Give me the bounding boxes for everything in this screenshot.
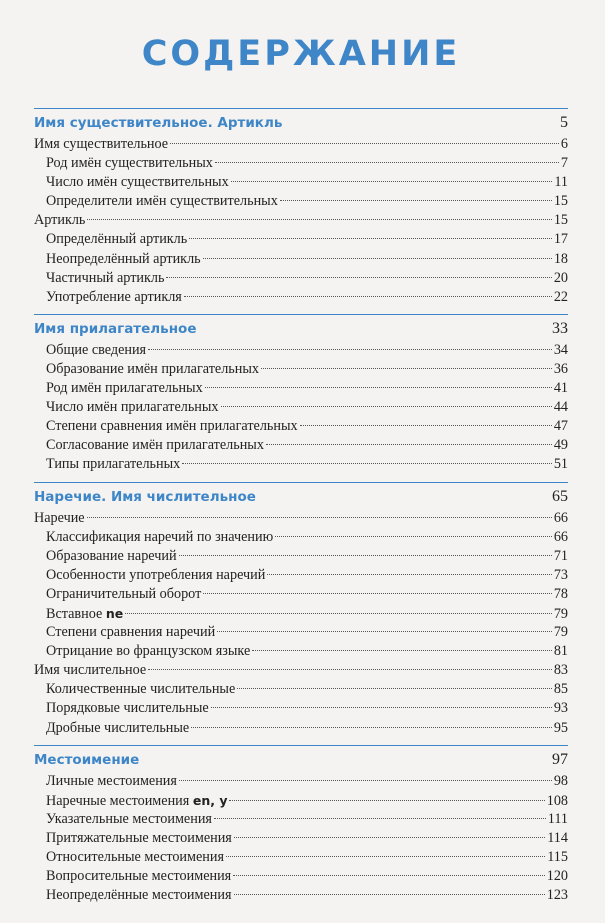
entry-page-number: 7 <box>560 155 568 172</box>
section-page-number: 65 <box>552 487 568 505</box>
toc-entry[interactable] <box>34 269 568 288</box>
entry-text: Число имён прилагательных <box>46 399 219 416</box>
entry-text: Артикль <box>34 212 86 229</box>
dot-leader <box>266 444 552 445</box>
entry-label <box>46 173 229 192</box>
section-heading[interactable] <box>34 748 568 772</box>
entry-text: Имя числительное <box>34 662 147 679</box>
entry-label <box>46 642 250 661</box>
toc-entry[interactable] <box>34 173 568 192</box>
entry-label <box>34 509 85 528</box>
dot-leader <box>148 669 552 670</box>
toc-entry[interactable] <box>34 455 568 474</box>
entry-text: Указательные местоимения <box>46 810 212 827</box>
dot-leader <box>233 875 545 876</box>
section-heading[interactable] <box>34 317 568 341</box>
entry-label <box>46 867 231 886</box>
toc-entry[interactable] <box>34 886 568 905</box>
entry-label <box>46 360 259 379</box>
entry-text: Вопросительные местоимения <box>46 868 232 885</box>
toc-entry[interactable] <box>34 528 568 547</box>
dot-leader <box>221 406 552 407</box>
entry-text: Неопределённый артикль <box>46 250 201 267</box>
entry-label <box>46 288 182 307</box>
toc-entry[interactable] <box>34 360 568 379</box>
dot-leader <box>179 780 552 781</box>
entry-page-number: 79 <box>553 605 568 622</box>
dot-leader <box>211 707 552 708</box>
toc-entry[interactable] <box>34 848 568 867</box>
entry-page-number: 11 <box>554 174 568 191</box>
entry-page-number: 115 <box>547 849 568 865</box>
entry-text: Притяжательные местоимения <box>46 829 232 846</box>
entry-page-number: 15 <box>553 193 568 210</box>
entry-text: Образование наречий <box>46 547 177 564</box>
entry-page-number: 18 <box>553 250 568 267</box>
entry-text: Отрицание во французском языке <box>46 643 251 660</box>
entry-text: Типы прилагательных <box>46 456 181 473</box>
entry-text: Ограничительный оборот <box>46 585 202 602</box>
entry-page-number: 120 <box>546 868 568 885</box>
entry-label <box>46 772 177 791</box>
entry-label <box>46 192 278 211</box>
entry-text: Личные местоимения <box>46 772 177 789</box>
toc-entry[interactable] <box>34 699 568 718</box>
section-page-number: 33 <box>552 319 568 337</box>
toc-entry[interactable] <box>34 211 568 230</box>
entry-page-number: 73 <box>553 566 568 583</box>
section-title: Имя прилагательное <box>34 320 197 337</box>
entry-page-number: 22 <box>553 288 568 305</box>
entry-label <box>46 341 146 360</box>
dot-leader <box>267 574 551 575</box>
section-title: Имя существительное. Артикль <box>34 115 283 131</box>
dot-leader <box>87 517 552 518</box>
table-of-contents <box>34 108 568 912</box>
toc-entry[interactable] <box>34 547 568 566</box>
entry-text: Степени сравнения наречий <box>46 624 216 641</box>
section-page-number: 5 <box>560 114 568 131</box>
dot-leader <box>203 258 552 259</box>
toc-entry[interactable] <box>34 250 568 269</box>
entry-keyword: en, y <box>192 792 228 808</box>
entry-page-number: 44 <box>553 399 568 416</box>
dot-leader <box>261 368 552 369</box>
page-title: СОДЕРЖАНИЕ <box>141 34 461 74</box>
entry-label <box>46 604 123 624</box>
entry-label <box>34 211 85 230</box>
entry-label <box>46 379 203 398</box>
entry-text: Вставное <box>46 605 106 622</box>
entry-text: Определённый артикль <box>46 231 188 248</box>
entry-label <box>46 547 177 566</box>
entry-label <box>46 810 212 829</box>
entry-page-number: 49 <box>553 437 568 454</box>
toc-entry[interactable] <box>34 810 568 829</box>
toc-entry[interactable] <box>34 772 568 791</box>
dot-leader <box>189 238 552 239</box>
dot-leader <box>166 277 551 278</box>
entry-keyword: ne <box>105 605 124 621</box>
entry-label <box>46 680 235 699</box>
entry-label <box>46 585 201 604</box>
entry-text: Особенности употребления наречий <box>46 566 266 583</box>
entry-text: Количественные числительные <box>46 681 236 698</box>
toc-entry[interactable] <box>34 154 568 173</box>
entry-label <box>46 230 187 249</box>
dot-leader <box>214 818 546 819</box>
entry-text: Классификация наречий по значению <box>46 528 274 545</box>
entry-label <box>46 886 232 905</box>
dot-leader <box>179 555 552 556</box>
toc-entry[interactable] <box>34 791 568 810</box>
dot-leader <box>280 200 552 201</box>
toc-entry[interactable] <box>34 642 568 661</box>
section-page-number: 97 <box>552 750 568 768</box>
toc-entry[interactable] <box>34 288 568 307</box>
entry-text: Порядковые числительные <box>46 700 209 717</box>
section-title: Местоимение <box>34 751 140 768</box>
entry-page-number: 111 <box>547 810 568 827</box>
entry-text: Род имён существительных <box>46 155 213 172</box>
entry-text: Частичный артикль <box>46 269 165 286</box>
entry-text: Неопределённые местоимения <box>46 887 232 904</box>
toc-entry[interactable] <box>34 566 568 585</box>
dot-leader <box>237 688 552 689</box>
entry-label <box>34 661 146 680</box>
entry-label <box>46 848 224 867</box>
entry-label <box>34 135 168 154</box>
entry-label <box>46 791 227 811</box>
dot-leader <box>205 387 552 388</box>
dot-leader <box>252 650 552 651</box>
section-title: Наречие. Имя числительное <box>34 488 256 505</box>
entry-label <box>46 829 232 848</box>
entry-page-number: 114 <box>547 829 568 846</box>
entry-text: Согласование имён прилагательных <box>46 437 264 454</box>
entry-page-number: 108 <box>546 792 568 809</box>
entry-label <box>46 719 189 738</box>
entry-text: Образование имён прилагательных <box>46 360 259 377</box>
toc-section <box>34 314 568 475</box>
toc-entry[interactable] <box>34 379 568 398</box>
entry-text: Относительные местоимения <box>46 849 225 865</box>
toc-entry[interactable] <box>34 341 568 360</box>
dot-leader <box>170 143 559 144</box>
toc-entry[interactable] <box>34 417 568 436</box>
toc-entry[interactable] <box>34 436 568 455</box>
toc-entry[interactable] <box>34 509 568 528</box>
entry-text: Род имён прилагательных <box>46 380 203 397</box>
entry-page-number: 15 <box>553 212 568 229</box>
dot-leader <box>217 631 552 632</box>
entry-label <box>46 528 273 547</box>
entry-page-number: 79 <box>553 624 568 641</box>
section-heading[interactable] <box>34 485 568 509</box>
entry-page-number: 17 <box>553 231 568 248</box>
entry-text: Число имён существительных <box>46 174 229 191</box>
dot-leader <box>182 463 552 464</box>
dot-leader <box>229 800 544 801</box>
toc-entry[interactable] <box>34 680 568 699</box>
entry-page-number: 20 <box>553 269 568 286</box>
entry-label <box>46 623 215 642</box>
entry-page-number: 71 <box>553 547 568 564</box>
entry-text: Наречные местоимения <box>46 792 193 809</box>
entry-label <box>46 269 164 288</box>
entry-text: Общие сведения <box>46 341 147 358</box>
dot-leader <box>87 219 551 220</box>
toc-entry[interactable] <box>34 135 568 154</box>
dot-leader <box>226 856 545 857</box>
toc-entry[interactable] <box>34 192 568 211</box>
toc-entry[interactable] <box>34 867 568 886</box>
toc-entry[interactable] <box>34 230 568 249</box>
entry-page-number: 41 <box>553 380 568 397</box>
dot-leader <box>275 536 552 537</box>
entry-label <box>46 154 213 173</box>
entry-text: Дробные числительные <box>46 719 190 736</box>
toc-entry[interactable] <box>34 398 568 417</box>
entry-text: Определители имён существительных <box>46 193 278 210</box>
entry-page-number: 123 <box>546 887 568 904</box>
entry-text: Употребление артикля <box>46 288 182 305</box>
dot-leader <box>215 162 559 163</box>
entry-label <box>46 417 298 436</box>
dot-leader <box>231 181 553 182</box>
dot-leader <box>148 349 552 350</box>
entry-label <box>46 699 209 718</box>
entry-page-number: 81 <box>553 643 568 660</box>
toc-section <box>34 108 568 307</box>
toc-entry[interactable] <box>34 623 568 642</box>
entry-text: Имя существительное <box>34 136 169 152</box>
entry-page-number: 34 <box>553 341 568 358</box>
dot-leader <box>234 894 545 895</box>
entry-page-number: 85 <box>553 681 568 698</box>
entry-page-number: 66 <box>553 528 568 545</box>
entry-label <box>46 566 265 585</box>
toc-entry[interactable] <box>34 719 568 738</box>
entry-text: Степени сравнения имён прилагательных <box>46 418 298 435</box>
dot-leader <box>184 296 552 297</box>
entry-page-number: 98 <box>553 772 568 789</box>
entry-page-number: 6 <box>560 136 568 152</box>
entry-label <box>46 250 201 269</box>
dot-leader <box>203 593 552 594</box>
entry-page-number: 66 <box>553 509 568 526</box>
toc-section <box>34 482 568 738</box>
entry-page-number: 93 <box>553 700 568 717</box>
toc-entry[interactable] <box>34 829 568 848</box>
entry-page-number: 78 <box>553 585 568 602</box>
entry-page-number: 83 <box>553 662 568 679</box>
dot-leader <box>300 425 552 426</box>
entry-page-number: 36 <box>553 360 568 377</box>
section-heading[interactable] <box>34 111 568 135</box>
entry-page-number: 95 <box>553 719 568 736</box>
entry-page-number: 47 <box>553 418 568 435</box>
dot-leader <box>234 837 545 838</box>
dot-leader <box>125 613 552 614</box>
toc-entry[interactable] <box>34 585 568 604</box>
toc-section <box>34 745 568 906</box>
entry-label <box>46 436 264 455</box>
dot-leader <box>191 727 552 728</box>
toc-entry[interactable] <box>34 604 568 623</box>
toc-entry[interactable] <box>34 661 568 680</box>
entry-page-number: 51 <box>553 456 568 473</box>
entry-text: Наречие <box>34 509 85 526</box>
entry-label <box>46 398 219 417</box>
entry-label <box>46 455 180 474</box>
